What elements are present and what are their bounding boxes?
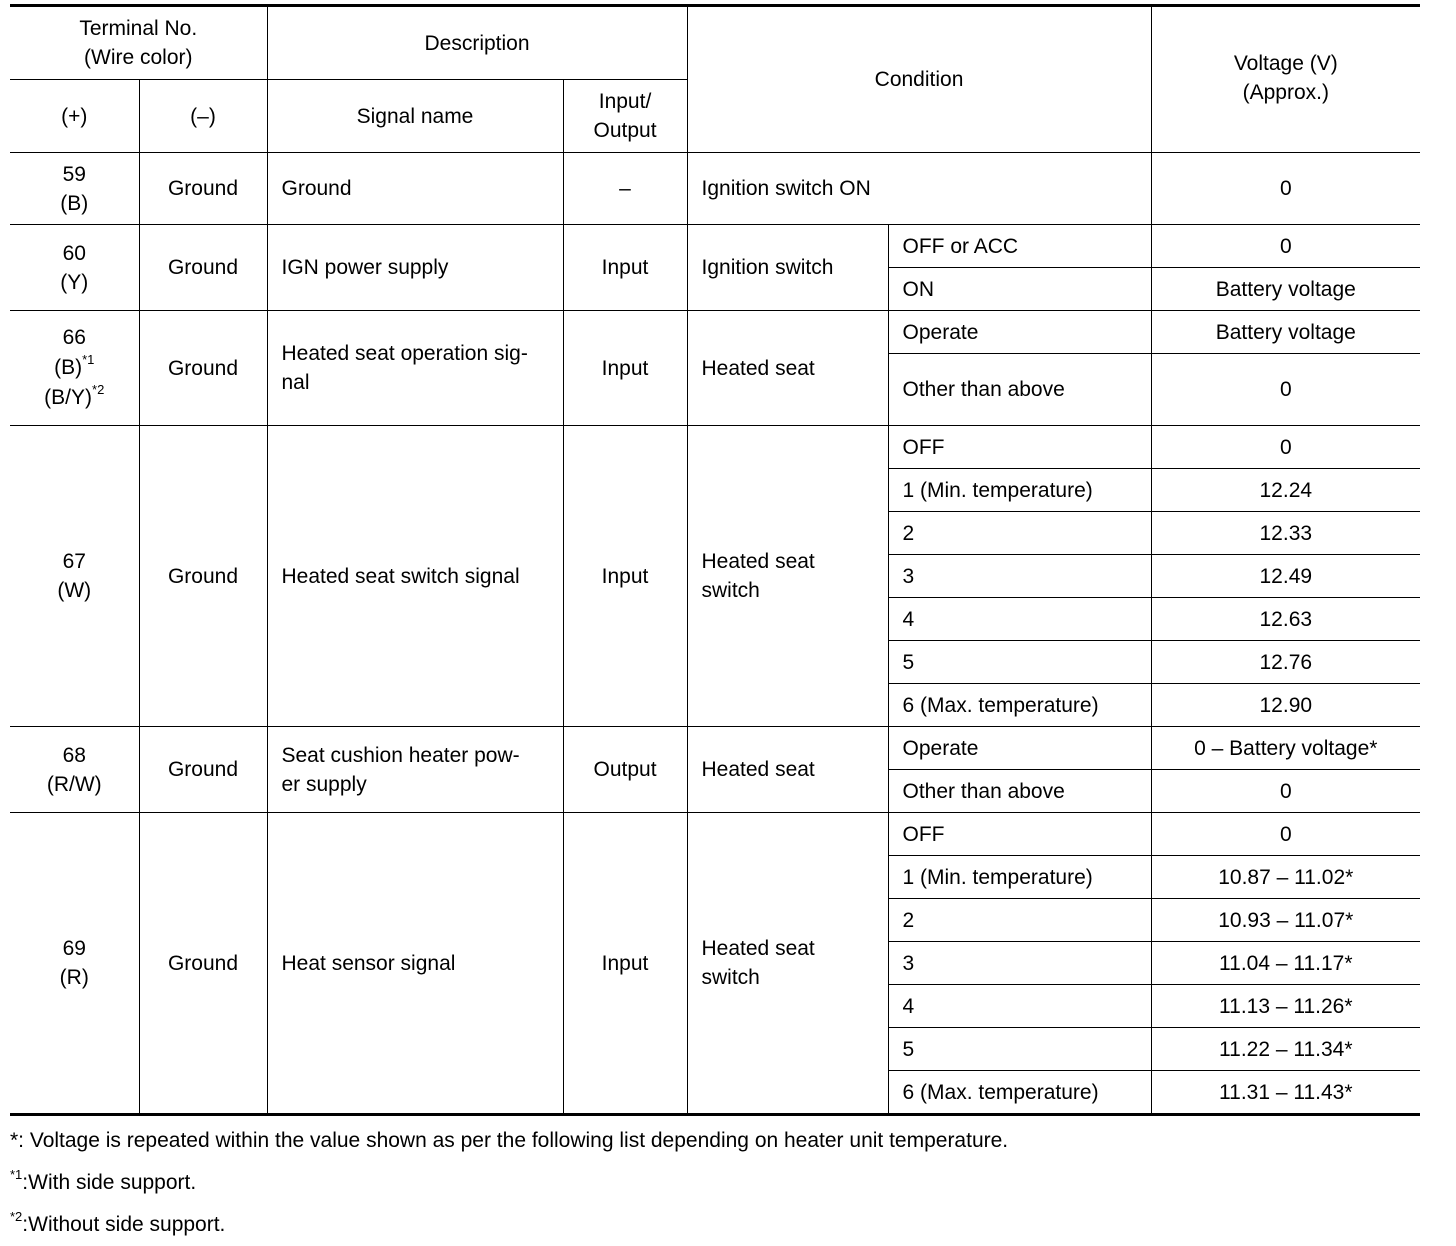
terminal-number: 59 (62, 162, 86, 186)
terminal-cell (10, 426, 139, 727)
header-io-line2: Output (593, 119, 657, 142)
header-voltage (1151, 6, 1420, 153)
state-cell: 5 (888, 641, 1151, 684)
footnote-marker: *1 (82, 352, 95, 367)
state-cell: 5 (888, 1028, 1151, 1071)
footnote-1 (10, 1162, 1420, 1204)
terminal-spec-document (10, 4, 1420, 1246)
signal-name-cell (267, 311, 563, 426)
wire-color: (W) (57, 579, 92, 602)
terminal-number: 66 (62, 326, 86, 349)
footnote-1-marker: *1 (10, 1167, 23, 1182)
state-cell: 4 (888, 598, 1151, 641)
terminal-cell (10, 311, 139, 426)
voltage-cell: 12.63 (1151, 598, 1420, 641)
table-row (10, 813, 1420, 856)
condition-line1: Heated seat (701, 550, 815, 573)
header-wire-color-text: (Wire color) (84, 46, 193, 69)
header-io-line1: Input/ (598, 90, 652, 113)
io-cell: Input (563, 813, 687, 1115)
table-row (10, 311, 1420, 354)
header-voltage-text: Voltage (V) (1233, 52, 1338, 75)
voltage-cell: 11.04 – 11.17* (1151, 942, 1420, 985)
voltage-cell: 12.49 (1151, 555, 1420, 598)
signal-name-cell: Heated seat switch signal (267, 426, 563, 727)
voltage-cell: 0 (1151, 225, 1420, 268)
signal-name-line1: Heated seat operation sig- (281, 342, 528, 365)
voltage-cell: 10.93 – 11.07* (1151, 899, 1420, 942)
voltage-cell: 11.22 – 11.34* (1151, 1028, 1420, 1071)
header-minus: (–) (139, 80, 267, 153)
io-cell: Input (563, 311, 687, 426)
terminal-number: 60 (62, 241, 86, 265)
condition-cell: Ignition switch ON (687, 153, 1151, 225)
voltage-cell: 0 – Battery voltage* (1151, 727, 1420, 770)
io-cell: Input (563, 225, 687, 311)
footnotes (10, 1120, 1420, 1246)
condition-cell (687, 426, 888, 727)
condition-cell: Heated seat (687, 311, 888, 426)
footnote-2-text: :Without side support. (22, 1213, 226, 1236)
state-cell: 1 (Min. temperature) (888, 856, 1151, 899)
state-cell: Other than above (888, 354, 1151, 426)
voltage-cell: Battery voltage (1151, 311, 1420, 354)
condition-line1: Heated seat (701, 937, 815, 960)
footnote-2-marker: *2 (10, 1209, 23, 1224)
ground-cell: Ground (139, 426, 267, 727)
header-terminal-no (10, 6, 267, 80)
state-cell: 1 (Min. temperature) (888, 469, 1151, 512)
voltage-cell: 12.90 (1151, 684, 1420, 727)
condition-line2: switch (701, 966, 760, 989)
table-row (10, 153, 1420, 225)
state-cell: Operate (888, 727, 1151, 770)
signal-name-line2: nal (281, 371, 310, 394)
wire-color: (B) (54, 356, 83, 379)
wire-color: (B/Y) (44, 386, 93, 409)
condition-cell: Heated seat (687, 727, 888, 813)
header-approx-text: (Approx.) (1242, 81, 1329, 104)
wire-color: (Y) (60, 270, 89, 294)
state-cell: Operate (888, 311, 1151, 354)
footnote-2 (10, 1204, 1420, 1246)
terminal-table (10, 4, 1420, 1116)
state-cell: OFF (888, 813, 1151, 856)
wire-color: (R) (59, 966, 89, 989)
terminal-number: 69 (62, 937, 86, 960)
voltage-cell: 11.13 – 11.26* (1151, 985, 1420, 1028)
footnote-marker: *2 (92, 382, 105, 397)
header-condition: Condition (687, 6, 1151, 153)
io-cell: – (563, 153, 687, 225)
ground-cell: Ground (139, 311, 267, 426)
signal-name-line2: er supply (281, 772, 367, 796)
state-cell: 3 (888, 555, 1151, 598)
terminal-cell (10, 225, 139, 311)
footnote-1-text: :With side support. (22, 1171, 197, 1194)
wire-color: (B) (60, 191, 89, 215)
table-row (10, 225, 1420, 268)
voltage-cell: 10.87 – 11.02* (1151, 856, 1420, 899)
terminal-cell (10, 153, 139, 225)
ground-cell: Ground (139, 225, 267, 311)
header-signal-name: Signal name (267, 80, 563, 153)
terminal-cell (10, 727, 139, 813)
footnote-star: *: Voltage is repeated within the value shown as per the following list depending on heater unit temperature. (10, 1129, 1009, 1152)
terminal-number: 67 (62, 550, 86, 573)
state-cell: OFF or ACC (888, 225, 1151, 268)
ground-cell: Ground (139, 727, 267, 813)
table-row (10, 426, 1420, 469)
io-cell: Output (563, 727, 687, 813)
ground-cell: Ground (139, 153, 267, 225)
state-cell: 6 (Max. temperature) (888, 684, 1151, 727)
header-description: Description (267, 6, 687, 80)
state-cell: 2 (888, 512, 1151, 555)
state-cell: 2 (888, 899, 1151, 942)
voltage-cell: 0 (1151, 813, 1420, 856)
header-terminal-no-text: Terminal No. (79, 17, 198, 40)
io-cell: Input (563, 426, 687, 727)
state-cell: 6 (Max. temperature) (888, 1071, 1151, 1115)
ground-cell: Ground (139, 813, 267, 1115)
voltage-cell: 0 (1151, 354, 1420, 426)
condition-cell: Ignition switch (687, 225, 888, 311)
voltage-cell: 12.33 (1151, 512, 1420, 555)
state-cell: Other than above (888, 770, 1151, 813)
voltage-cell: 11.31 – 11.43* (1151, 1071, 1420, 1115)
state-cell: ON (888, 268, 1151, 311)
voltage-cell: 0 (1151, 153, 1420, 225)
voltage-cell: Battery voltage (1151, 268, 1420, 311)
signal-name-cell: IGN power supply (267, 225, 563, 311)
condition-line2: switch (701, 579, 760, 602)
header-plus: (+) (10, 80, 139, 153)
signal-name-cell: Heat sensor signal (267, 813, 563, 1115)
table-row (10, 727, 1420, 770)
voltage-cell: 0 (1151, 770, 1420, 813)
wire-color: (R/W) (46, 772, 102, 796)
voltage-cell: 0 (1151, 426, 1420, 469)
terminal-cell (10, 813, 139, 1115)
signal-name-cell: Ground (267, 153, 563, 225)
condition-cell (687, 813, 888, 1115)
state-cell: 3 (888, 942, 1151, 985)
state-cell: OFF (888, 426, 1151, 469)
voltage-cell: 12.24 (1151, 469, 1420, 512)
terminal-number: 68 (62, 743, 86, 767)
header-input-output (563, 80, 687, 153)
signal-name-cell (267, 727, 563, 813)
state-cell: 4 (888, 985, 1151, 1028)
signal-name-line1: Seat cushion heater pow- (281, 743, 520, 767)
voltage-cell: 12.76 (1151, 641, 1420, 684)
